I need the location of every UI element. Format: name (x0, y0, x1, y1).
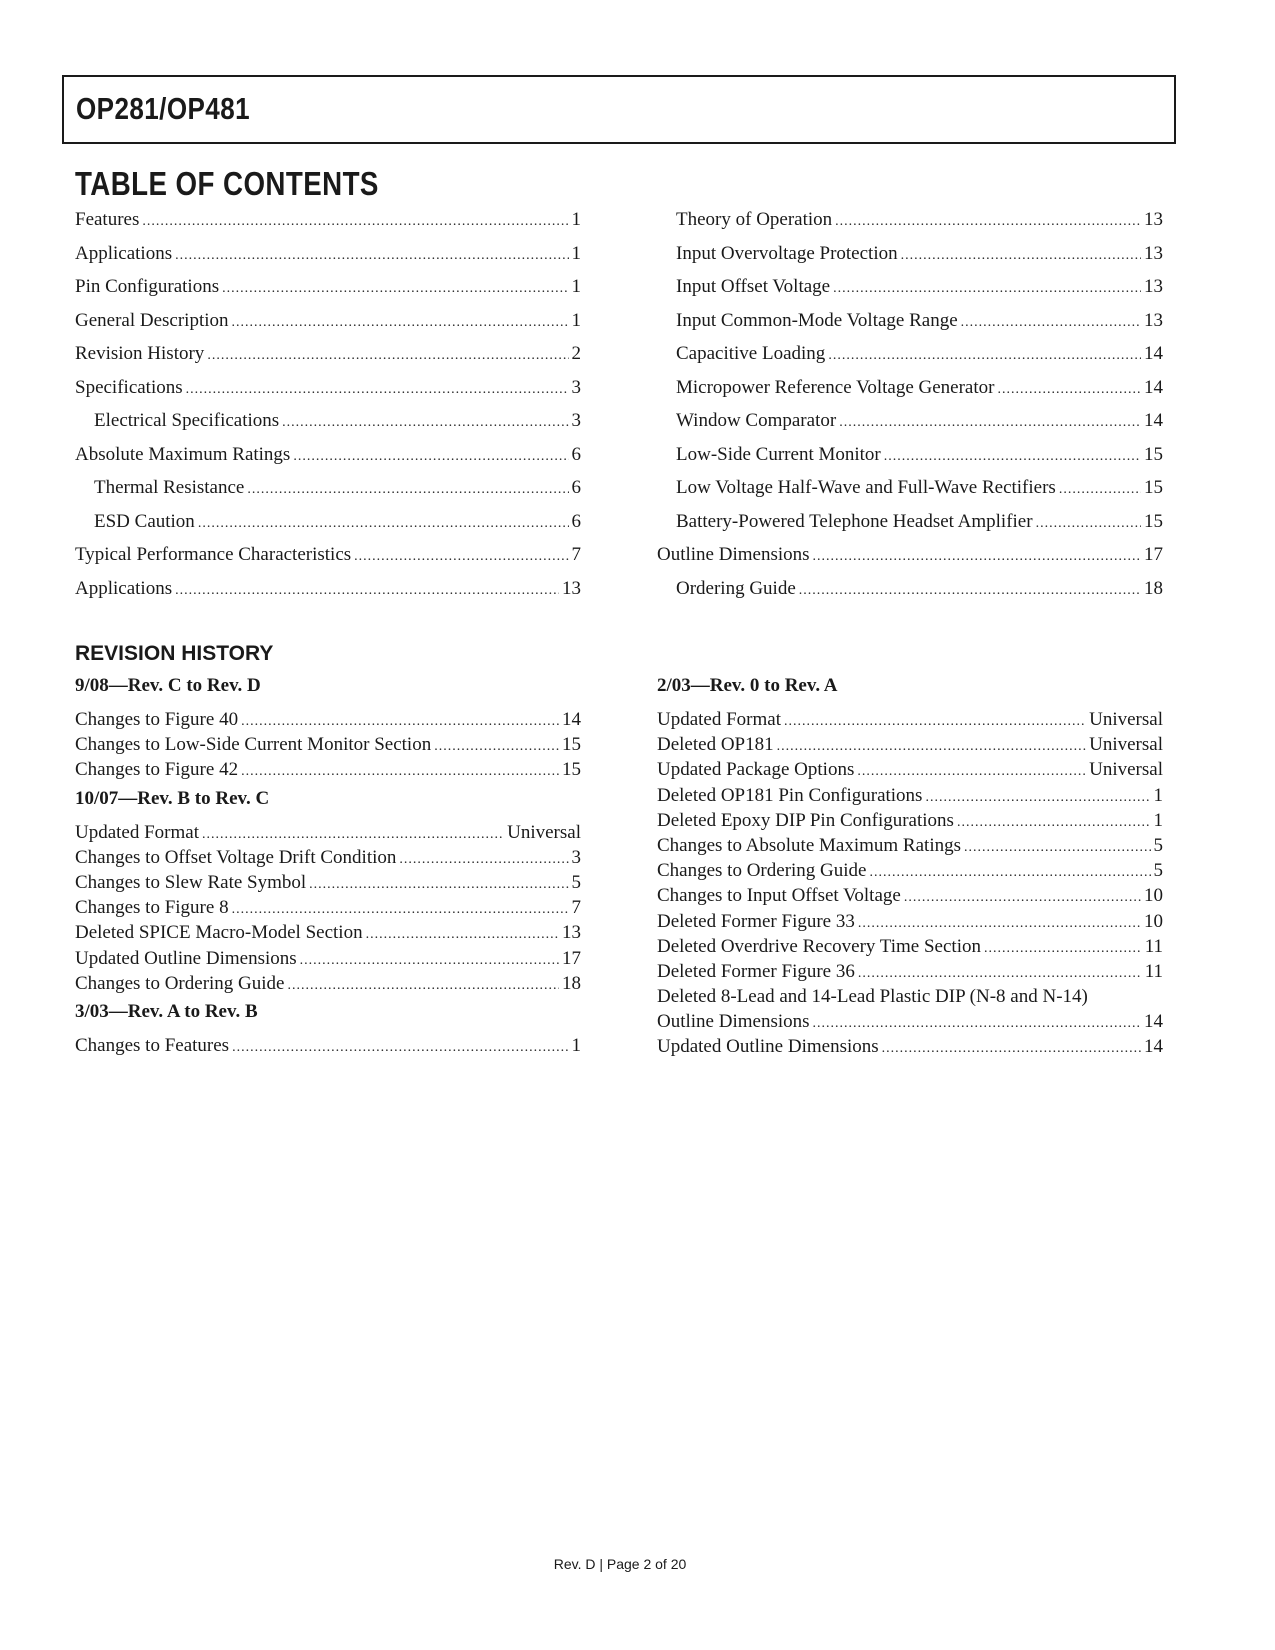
revision-item (75, 845, 581, 870)
toc-entry-absolute-maximum-ratings[interactable] (75, 440, 581, 474)
revision-label: Deleted SPICE Macro-Model Section (75, 922, 363, 944)
revision-page: 18 (562, 972, 581, 994)
toc-entry-general-description[interactable] (75, 306, 581, 340)
toc-page: 2 (571, 343, 581, 364)
toc-page: 13 (1144, 276, 1163, 297)
toc-entry-ordering-guide[interactable] (657, 574, 1163, 608)
revision-page: 10 (1144, 910, 1163, 932)
dot-leader (799, 576, 1141, 606)
toc-page: 15 (1144, 443, 1163, 465)
dot-leader (354, 542, 568, 572)
revision-page: Universal (1089, 709, 1163, 730)
revision-label: Changes to Figure 40 (75, 709, 239, 730)
toc-page: 14 (1144, 410, 1163, 431)
toc-entry-window-comparator[interactable] (657, 406, 1163, 440)
revision-label: Deleted OP181 (657, 734, 774, 756)
toc-page: 13 (1144, 309, 1163, 331)
dot-leader (813, 542, 1141, 572)
revision-label: Changes to Input Offset Voltage (657, 885, 901, 907)
revision-page: 3 (571, 846, 581, 868)
revision-item (657, 833, 1163, 858)
toc-label: Input Overvoltage Protection (676, 242, 898, 264)
revision-label: Deleted Overdrive Recovery Time Section (657, 935, 981, 957)
revision-page: 1 (1153, 809, 1163, 831)
dot-leader (241, 759, 559, 784)
revision-label: Updated Outline Dimensions (75, 947, 297, 969)
toc-label: Features (75, 209, 140, 230)
revision-item (75, 971, 581, 996)
revision-page: 15 (562, 734, 581, 756)
toc-entry-pin-configurations[interactable] (75, 272, 581, 306)
toc-label: Theory of Operation (676, 209, 833, 230)
revision-page: Universal (507, 821, 581, 843)
toc-page: 15 (1144, 510, 1163, 532)
toc-page: 6 (571, 510, 581, 532)
dot-leader (964, 835, 1151, 860)
revision-page: 17 (562, 947, 581, 969)
dot-leader (232, 897, 569, 922)
revision-page: Universal (1089, 734, 1163, 756)
dot-leader (434, 734, 559, 759)
revision-label: Changes to Absolute Maximum Ratings (657, 834, 961, 856)
dot-leader (175, 576, 559, 606)
dot-leader (222, 274, 568, 304)
revision-page: 14 (1144, 1011, 1163, 1033)
toc-label: Battery-Powered Telephone Headset Amplifier (676, 510, 1033, 532)
toc-label: Input Offset Voltage (676, 276, 831, 297)
revision-item (75, 946, 581, 971)
revision-page: 5 (1153, 860, 1163, 882)
dot-leader (833, 274, 1141, 304)
toc-label: ESD Caution (94, 510, 195, 532)
toc-page: 1 (571, 242, 581, 264)
dot-leader (232, 308, 569, 338)
revision-item (657, 858, 1163, 883)
revision-item (657, 732, 1163, 757)
dot-leader (901, 241, 1141, 271)
dot-leader (287, 973, 559, 998)
toc-entry-outline-dimensions[interactable] (657, 540, 1163, 574)
toc-page: 6 (571, 477, 581, 498)
revision-page: 14 (562, 709, 581, 730)
revision-item (75, 920, 581, 945)
dot-leader (309, 872, 568, 897)
toc-entry-input-overvoltage[interactable] (657, 239, 1163, 273)
dot-leader (1059, 475, 1141, 505)
toc-label: Ordering Guide (676, 577, 796, 599)
toc-page: 3 (571, 376, 581, 398)
revision-page: 15 (562, 759, 581, 781)
revision-item (657, 707, 1163, 732)
revision-page: 5 (571, 871, 581, 893)
dot-leader (366, 922, 559, 947)
revision-item (75, 1033, 581, 1058)
revision-page: 10 (1144, 885, 1163, 907)
toc-page: 14 (1144, 376, 1163, 398)
dot-leader (293, 442, 568, 472)
toc-right-column (657, 205, 1163, 607)
toc-label: Low-Side Current Monitor (676, 443, 881, 465)
toc-entry-micropower-reference[interactable] (657, 373, 1163, 407)
revision-label: Changes to Low-Side Current Monitor Section (75, 734, 432, 756)
toc-entry-esd-caution[interactable] (75, 507, 581, 541)
revision-item (75, 707, 581, 732)
toc-label: Revision History (75, 343, 205, 364)
revision-item (657, 757, 1163, 782)
revision-label: Updated Format (75, 821, 200, 843)
dot-leader (784, 709, 1086, 734)
toc-page: 7 (571, 544, 581, 565)
revision-block-rev-b (75, 999, 581, 1058)
revision-item-wrapped-line2 (657, 1009, 1163, 1034)
revision-label: Updated Outline Dimensions (657, 1036, 879, 1058)
toc-label: Applications (75, 577, 173, 599)
dot-leader (828, 341, 1141, 371)
revision-item (657, 808, 1163, 833)
dot-leader (399, 847, 568, 872)
revision-label: Changes to Ordering Guide (75, 972, 285, 994)
revision-left-column (75, 673, 581, 1061)
toc-entry-specifications[interactable] (75, 373, 581, 407)
toc-label: Thermal Resistance (94, 477, 245, 498)
revision-item (657, 1034, 1163, 1059)
dot-leader (858, 911, 1141, 936)
toc-entry-typical-performance[interactable] (75, 540, 581, 574)
revision-label: Deleted Former Figure 36 (657, 960, 855, 982)
toc-page: 13 (562, 577, 581, 599)
dot-leader (175, 241, 568, 271)
revision-label: Changes to Ordering Guide (657, 860, 867, 882)
revision-item (75, 820, 581, 845)
revision-heading: 2/03—Rev. 0 to Rev. A (657, 675, 838, 696)
revision-item (75, 870, 581, 895)
revision-page: 11 (1144, 960, 1163, 982)
toc-page: 17 (1144, 544, 1163, 565)
revision-label: Changes to Figure 8 (75, 897, 229, 919)
dot-leader (997, 375, 1141, 405)
dot-leader (984, 936, 1142, 961)
toc-page: 15 (1144, 477, 1163, 498)
toc-page: 13 (1144, 242, 1163, 264)
dot-leader (839, 408, 1141, 438)
toc-page: 1 (571, 209, 581, 230)
revision-page: 5 (1153, 834, 1163, 856)
dot-leader (835, 207, 1141, 237)
revision-label: Deleted Epoxy DIP Pin Configurations (657, 809, 954, 831)
revision-label: Updated Format (657, 709, 782, 730)
revision-right-column (657, 673, 1163, 1063)
toc-entry-input-offset-voltage[interactable] (657, 272, 1163, 306)
revision-label: Changes to Slew Rate Symbol (75, 871, 307, 893)
revision-label: Changes to Figure 42 (75, 759, 239, 781)
revision-page: 11 (1144, 935, 1163, 957)
revision-label: Deleted OP181 Pin Configurations (657, 784, 923, 806)
revision-item (657, 909, 1163, 934)
toc-entry-applications-section[interactable] (75, 574, 581, 608)
dot-leader (202, 822, 504, 847)
revision-page: 13 (562, 922, 581, 944)
dot-leader (232, 1035, 568, 1060)
toc-page: 1 (571, 309, 581, 331)
toc-entry-applications[interactable] (75, 239, 581, 273)
toc-label: Window Comparator (676, 410, 837, 431)
toc-entry-theory-of-operation[interactable] (657, 205, 1163, 239)
dot-leader (1036, 509, 1141, 539)
toc-page: 13 (1144, 209, 1163, 230)
toc-label: Applications (75, 242, 173, 264)
page-footer: Rev. D | Page 2 of 20 (553, 1556, 687, 1572)
revision-page: 14 (1144, 1036, 1163, 1058)
revision-item-wrapped-line1: Deleted 8-Lead and 14-Lead Plastic DIP (N-8 and N-14) (657, 986, 1088, 1008)
revision-block-rev-d (75, 673, 581, 783)
toc-label: Typical Performance Characteristics (75, 544, 352, 565)
revision-history-title: REVISION HISTORY (75, 642, 274, 665)
toc-label: Capacitive Loading (676, 343, 826, 364)
toc-label: Input Common-Mode Voltage Range (676, 309, 958, 331)
revision-heading: 10/07—Rev. B to Rev. C (75, 787, 270, 809)
dot-leader (198, 509, 569, 539)
toc-label: Outline Dimensions (657, 544, 810, 565)
toc-label: Electrical Specifications (94, 410, 280, 431)
toc-label: Specifications (75, 376, 183, 398)
revision-item (75, 895, 581, 920)
header-box (62, 75, 1176, 144)
toc-entry-features[interactable] (75, 205, 581, 239)
revision-block-rev-a (657, 673, 1163, 1060)
toc-title: TABLE OF CONTENTS (75, 165, 379, 202)
toc-page: 14 (1144, 343, 1163, 364)
dot-leader (777, 734, 1087, 759)
revision-item (657, 883, 1163, 908)
dot-leader (961, 308, 1141, 338)
revision-block-rev-c (75, 786, 581, 996)
dot-leader (282, 408, 568, 438)
dot-leader (882, 1036, 1141, 1061)
toc-entry-revision-history[interactable] (75, 339, 581, 373)
toc-page: 1 (571, 276, 581, 297)
dot-leader (857, 759, 1086, 784)
revision-heading: 3/03—Rev. A to Rev. B (75, 1000, 258, 1022)
dot-leader (884, 442, 1141, 472)
dot-leader (247, 475, 568, 505)
revision-heading: 9/08—Rev. C to Rev. D (75, 675, 261, 696)
toc-label: Pin Configurations (75, 276, 220, 297)
toc-entry-capacitive-loading[interactable] (657, 339, 1163, 373)
toc-left-column (75, 205, 581, 607)
revision-label: Changes to Features (75, 1034, 230, 1056)
part-number-title: OP281/OP481 (76, 91, 250, 126)
revision-label: Deleted Former Figure 33 (657, 910, 855, 932)
revision-page: 1 (571, 1034, 581, 1056)
revision-label: Outline Dimensions (657, 1011, 810, 1033)
revision-item (657, 783, 1163, 808)
toc-entry-input-common-mode[interactable] (657, 306, 1163, 340)
revision-page: 1 (1153, 784, 1163, 806)
toc-label: General Description (75, 309, 229, 331)
toc-label: Micropower Reference Voltage Generator (676, 376, 995, 398)
toc-page: 6 (571, 443, 581, 465)
dot-leader (869, 860, 1150, 885)
dot-leader (813, 1011, 1141, 1036)
revision-label: Changes to Offset Voltage Drift Condition (75, 846, 397, 868)
toc-entry-headset-amplifier[interactable] (657, 507, 1163, 541)
revision-page: Universal (1089, 759, 1163, 781)
dot-leader (207, 341, 568, 371)
revision-page: 7 (571, 897, 581, 919)
revision-item (75, 757, 581, 782)
dot-leader (142, 207, 568, 237)
toc-entry-rectifiers[interactable] (657, 473, 1163, 507)
revision-item (75, 732, 581, 757)
dot-leader (904, 885, 1141, 910)
dot-leader (957, 810, 1151, 835)
toc-page: 18 (1144, 577, 1163, 599)
toc-label: Low Voltage Half-Wave and Full-Wave Rectifiers (676, 477, 1056, 498)
dot-leader (186, 375, 569, 405)
toc-label: Absolute Maximum Ratings (75, 443, 291, 465)
revision-item (657, 934, 1163, 959)
revision-item (657, 959, 1163, 984)
toc-page: 3 (571, 410, 581, 431)
dot-leader (300, 948, 559, 973)
dot-leader (858, 961, 1142, 986)
toc-entry-thermal-resistance[interactable] (75, 473, 581, 507)
revision-label: Updated Package Options (657, 759, 855, 781)
toc-entry-low-side-current[interactable] (657, 440, 1163, 474)
dot-leader (241, 709, 559, 734)
dot-leader (925, 785, 1150, 810)
toc-entry-electrical-specifications[interactable] (75, 406, 581, 440)
